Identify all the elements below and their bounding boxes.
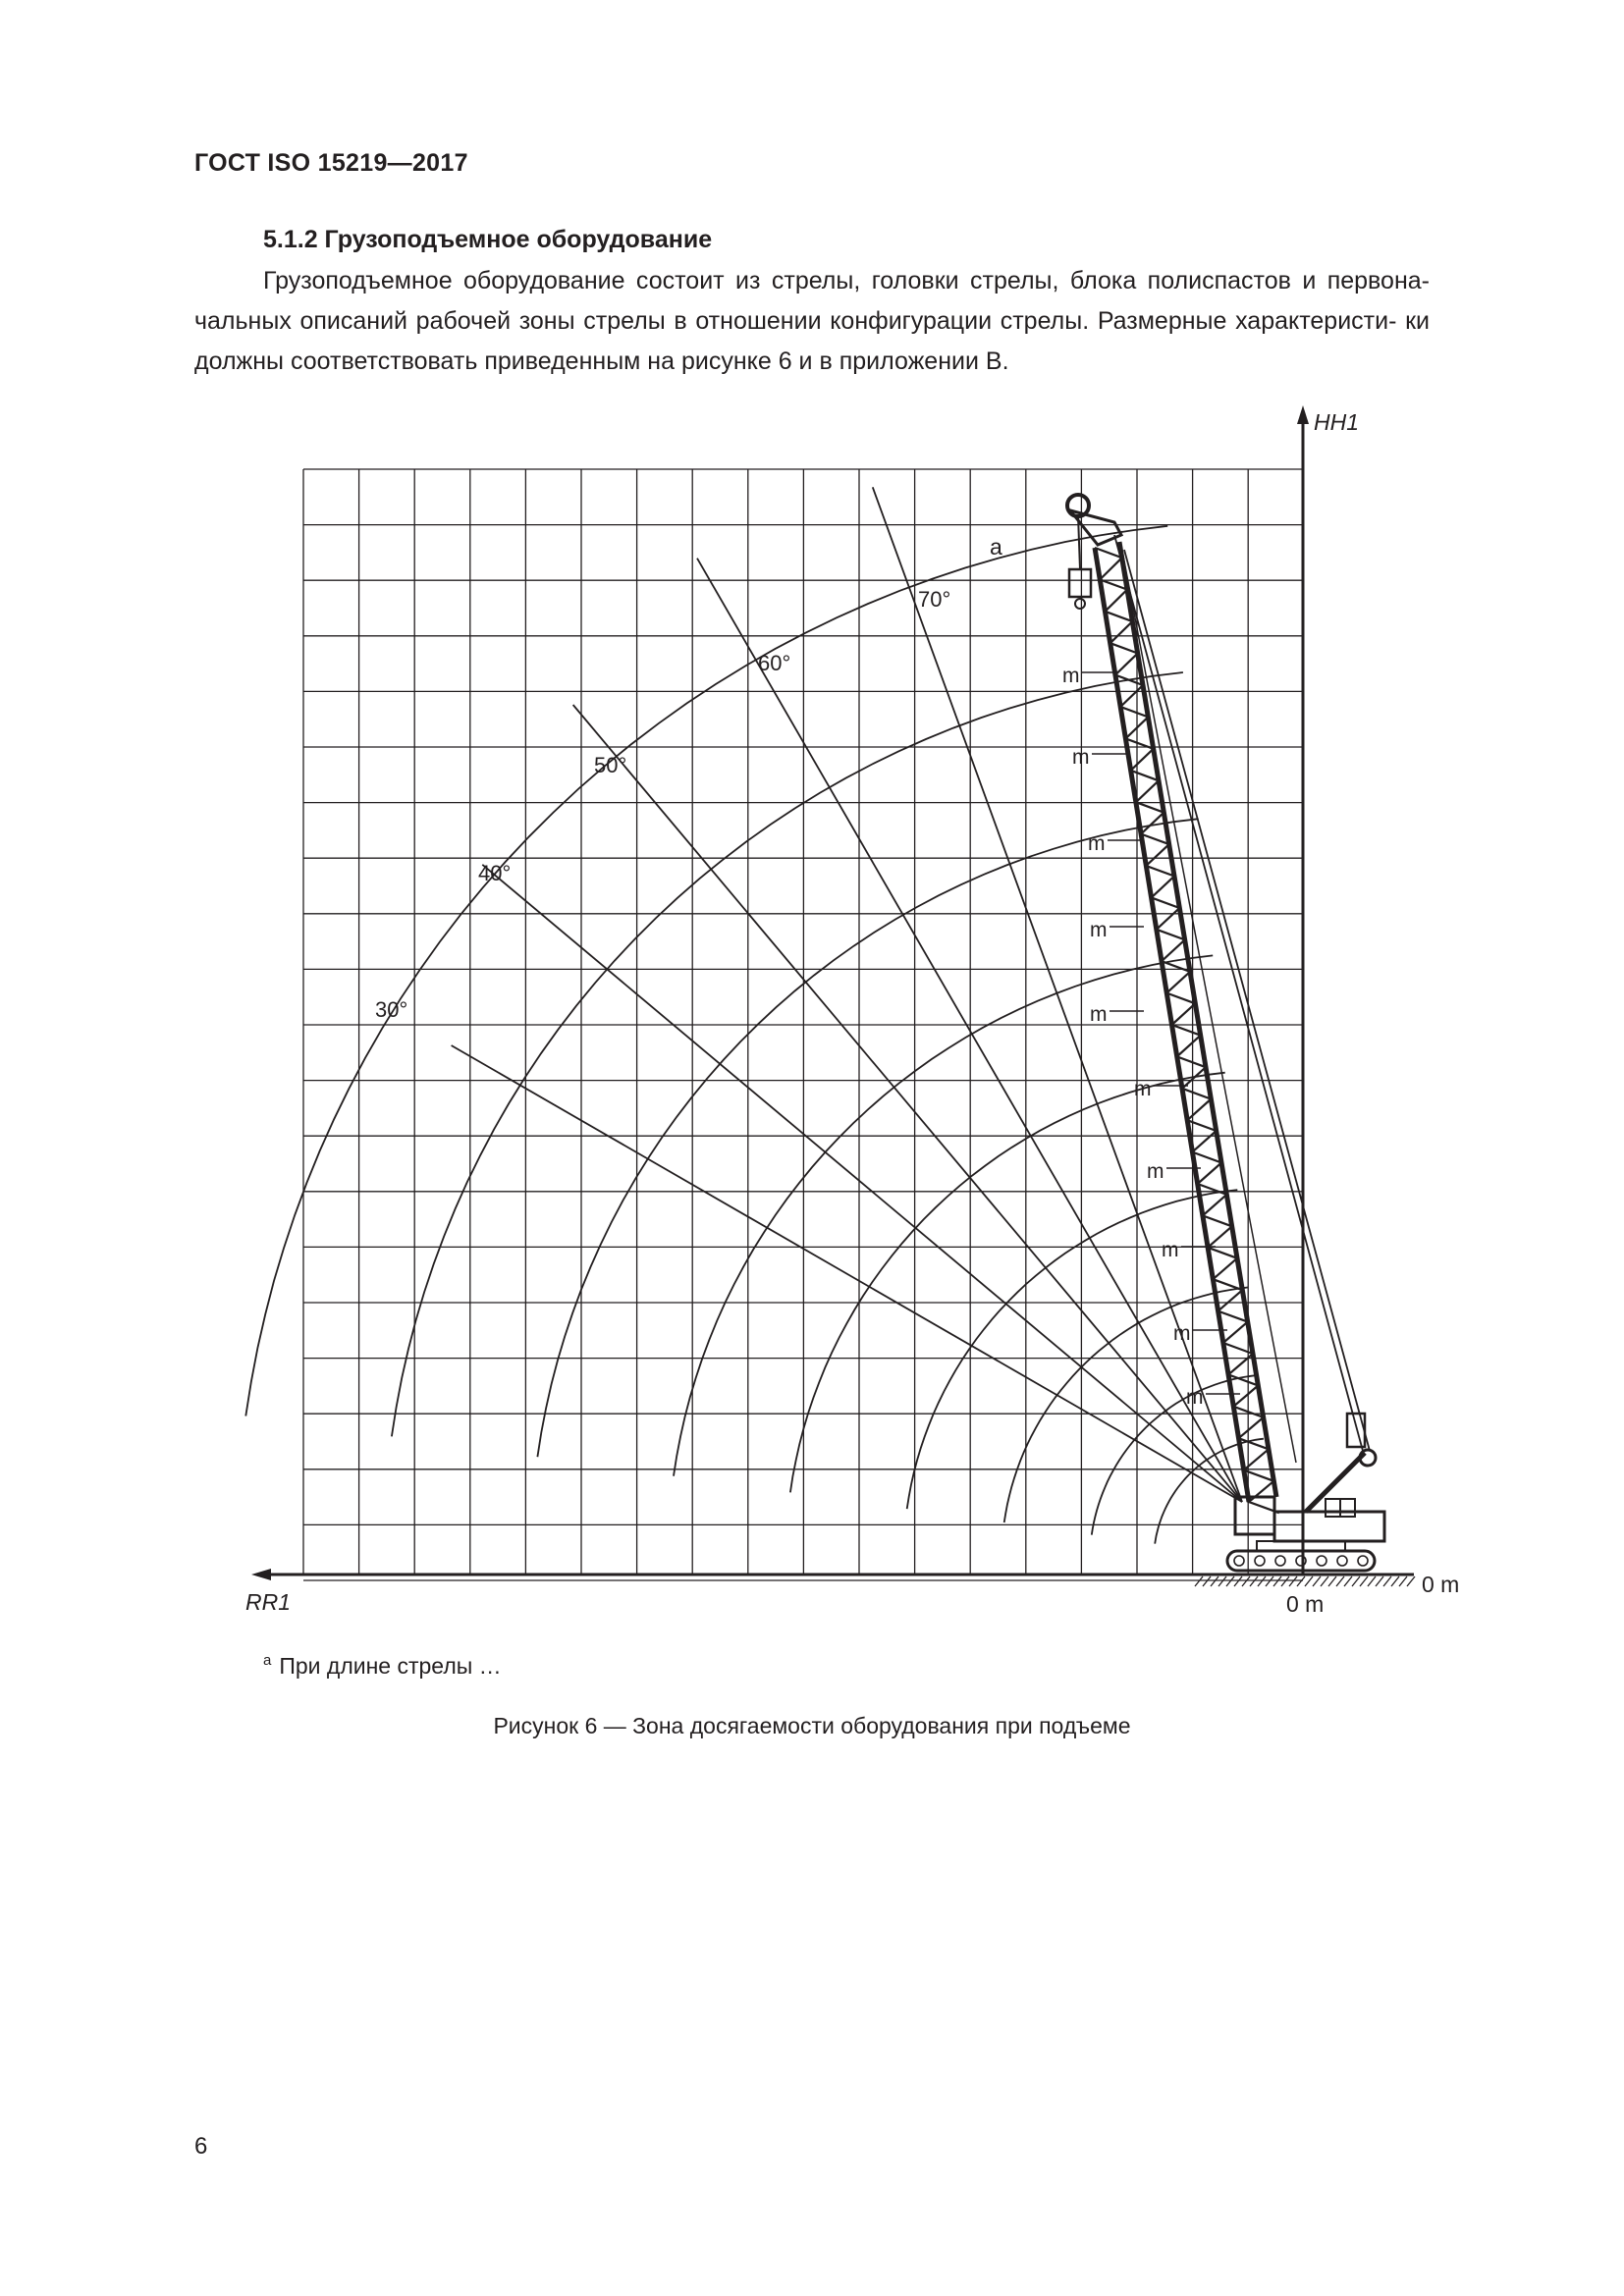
track-roller — [1275, 1556, 1285, 1566]
ground-hatch — [1360, 1576, 1368, 1586]
boom-length-label: m — [1162, 1239, 1179, 1261]
boom-angle-ray — [452, 1045, 1242, 1502]
boom-length-label: m — [1062, 665, 1080, 687]
hook-block — [1069, 569, 1091, 597]
operator-cab — [1235, 1497, 1274, 1534]
boom-angle-label: 60° — [758, 651, 791, 675]
figure-caption: Рисунок 6 — Зона досягаемости оборудования при подъеме — [493, 1713, 1131, 1738]
boom-length-label: m — [1072, 746, 1090, 769]
ground-hatch — [1234, 1576, 1242, 1586]
ground-hatch — [1376, 1576, 1383, 1586]
boom-angle-label: 40° — [478, 861, 512, 885]
vertical-axis-arrow — [1297, 405, 1309, 424]
ground-hatch — [1383, 1576, 1391, 1586]
ground-hatch — [1211, 1576, 1218, 1586]
boom-angle-ray — [482, 865, 1242, 1502]
ground-hatch — [1368, 1576, 1376, 1586]
ground-hatch — [1336, 1576, 1344, 1586]
reach-arc — [907, 1190, 1238, 1509]
boom-length-label: m — [1173, 1322, 1191, 1345]
luffing-rope — [1121, 546, 1296, 1463]
ground-hatch — [1218, 1576, 1226, 1586]
paragraph-line-2: чальных описаний рабочей зоны стрелы в отношении конфигурации стрелы. Размерные характеристи- — [194, 307, 1397, 335]
ground-hatch — [1226, 1576, 1234, 1586]
boom-angle-ray — [873, 487, 1242, 1502]
footnote-marker: a — [263, 1652, 272, 1669]
ground-hatch — [1313, 1576, 1321, 1586]
figure-labels — [245, 409, 1459, 1617]
boom-length-label: m — [1090, 919, 1108, 941]
origin-label-x: 0 m — [1286, 1591, 1325, 1617]
paragraph-line-3: ки должны соответствовать приведенным на рисунке 6 и в приложении В. — [194, 307, 1430, 375]
boom-angle-label: 70° — [918, 587, 951, 612]
crawler-crane-drawing — [1067, 495, 1384, 1571]
ground-hatch — [1195, 1576, 1203, 1586]
ground-hatch — [1352, 1576, 1360, 1586]
section-heading: 5.1.2 Грузоподъемное оборудование — [263, 226, 713, 253]
boom-length-label: m — [1088, 832, 1106, 855]
crawler-track — [1227, 1551, 1375, 1571]
ground-hatch — [1266, 1576, 1273, 1586]
document-header: ГОСТ ISO 15219—2017 — [194, 149, 468, 177]
reach-arc — [245, 526, 1167, 1416]
ground-hatch — [1242, 1576, 1250, 1586]
ground-hatch — [1305, 1576, 1313, 1586]
boom-lattice — [1095, 548, 1279, 1513]
track-roller — [1255, 1556, 1265, 1566]
pendant-rope — [1114, 535, 1363, 1451]
origin-label-y: 0 m — [1422, 1572, 1460, 1597]
boom-angle-label: 50° — [594, 753, 627, 777]
ground-hatch — [1391, 1576, 1399, 1586]
ground-hatch — [1289, 1576, 1297, 1586]
boom-angle-ray — [697, 559, 1242, 1502]
ground-hatch — [1321, 1576, 1328, 1586]
ground-hatch — [1203, 1576, 1211, 1586]
ground-hatch — [1250, 1576, 1258, 1586]
boom-angle-rays — [452, 487, 1242, 1502]
track-roller — [1358, 1556, 1368, 1566]
hook — [1075, 599, 1085, 609]
figure-footnote-marker: a — [990, 534, 1002, 560]
ground-hatch — [1258, 1576, 1266, 1586]
page-number: 6 — [194, 2133, 208, 2160]
track-roller — [1337, 1556, 1347, 1566]
track-roller — [1317, 1556, 1326, 1566]
track-roller — [1234, 1556, 1244, 1566]
ground-hatch — [1399, 1576, 1407, 1586]
ground-hatch — [1273, 1576, 1281, 1586]
ground-hatch — [1407, 1576, 1415, 1586]
figure-grid — [303, 469, 1304, 1580]
ground-hatch — [1281, 1576, 1289, 1586]
ground-hatch — [1328, 1576, 1336, 1586]
footnote-text: При длине стрелы … — [279, 1653, 502, 1679]
spreader — [1347, 1414, 1365, 1447]
boom-length-label: m — [1186, 1386, 1204, 1409]
boom-length-label: m — [1134, 1078, 1152, 1100]
ground-hatch — [1297, 1576, 1305, 1586]
reach-arc — [674, 955, 1213, 1475]
figure-footnote — [263, 1652, 502, 1680]
reach-arc — [392, 672, 1183, 1436]
ground-hatch — [1344, 1576, 1352, 1586]
vertical-axis-label: HH1 — [1314, 409, 1360, 435]
boom-length-label: m — [1147, 1160, 1164, 1183]
boom-length-label: m — [1090, 1003, 1108, 1026]
horizontal-axis-arrow — [251, 1569, 271, 1580]
boom-angle-label: 30° — [375, 997, 408, 1022]
horizontal-axis-label: RR1 — [245, 1589, 292, 1615]
paragraph-line-1: Грузоподъемное оборудование состоит из стрелы, головки стрелы, блока полиспастов и первона- — [263, 267, 1430, 294]
